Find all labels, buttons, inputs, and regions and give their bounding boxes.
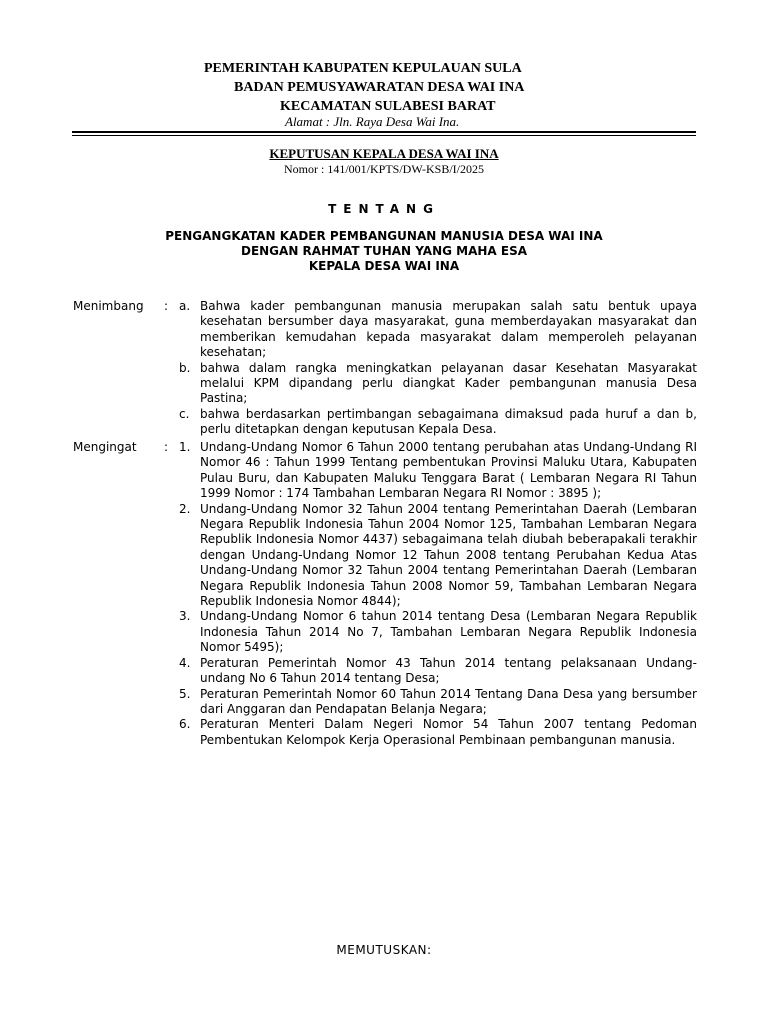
list-item: [73, 656, 697, 687]
item-marker: a.: [179, 299, 191, 313]
item-text: Undang-Undang Nomor 6 Tahun 2000 tentang perubahan atas Undang-Undang RI Nomor 46 : Tahun 1999 Tentang pembentukan Provinsi Maluku Utara, Kabupaten Pulau Buru, dan Kabupaten Maluku Tenggara Barat ( Lembaran Negara RI Tahun 1999 Nomor : 174 Tambahan Lembaran Negara RI Nomor : 3895 );: [200, 440, 697, 501]
decree-title: KEPUTUSAN KEPALA DESA WAI INA: [269, 146, 499, 161]
mengingat-section: [73, 440, 697, 748]
mengingat-label: Mengingat: [73, 440, 137, 454]
header-rule-thick: [72, 131, 696, 133]
item-text: Bahwa kader pembangunan manusia merupakan salah satu bentuk upaya kesehatan bersumber daya masyarakat, guna memberdayakan masyarakat dan memberikan kemudahan kepada masyarakat dalam memperoleh pelayanan kesehatan;: [200, 299, 697, 360]
item-marker: 3.: [179, 609, 191, 624]
item-text: Peraturan Pemerintah Nomor 60 Tahun 2014 Tentang Dana Desa yang bersumber dari Anggaran dan Pendapatan Belanja Negara;: [200, 686, 697, 716]
item-text: Peraturan Menteri Dalam Negeri Nomor 54 Tahun 2007 tentang Pedoman Pembentukan Kelompok Kerja Operasional Pembinaan pembangunan manusia.: [200, 717, 697, 747]
subject-line: KEPALA DESA WAI INA: [308, 259, 460, 273]
item-marker: b.: [179, 360, 191, 375]
district-name: KECAMATAN SULABESI BARAT: [280, 99, 496, 114]
list-item: [73, 687, 697, 718]
government-name: PEMERINTAH KABUPATEN KEPULAUAN SULA: [204, 61, 522, 76]
item-marker: 5.: [179, 686, 191, 701]
list-item: : 1. Undang-Undang Nomor 6 Tahun 2000 tentang perubahan atas Undang-Undang RI Nomor 46 : Tahun 1999 Tentang pembentukan Provinsi Maluku Utara, Kabupaten Pulau Buru, dan Kabupaten Maluku Tenggara Barat ( Lembaran Negara RI Tahun 1999 Nomor : 174 Tambahan Lembaran Negara RI Nomor : 3895 );: [164, 440, 697, 501]
item-marker: 4.: [179, 655, 191, 670]
agency-name: BADAN PEMUSYAWARATAN DESA WAI INA: [234, 80, 525, 95]
menimbang-section: [73, 299, 697, 438]
list-item: [73, 502, 697, 610]
list-item: [73, 717, 697, 748]
item-text: Peraturan Pemerintah Nomor 43 Tahun 2014 tentang pelaksanaan Undang-undang No 6 Tahun 2014 tentang Desa;: [200, 655, 697, 686]
list-item: [73, 407, 697, 438]
list-item: : a. Bahwa kader pembangunan manusia merupakan salah satu bentuk upaya kesehatan bersumber daya masyarakat, guna memberdayakan masyarakat dan memberikan kemudahan kepada masyarakat dalam memperoleh pelayanan kesehatan;: [164, 299, 697, 360]
subject-line: DENGAN RAHMAT TUHAN YANG MAHA ESA: [240, 244, 528, 258]
item-text: Undang-Undang Nomor 32 Tahun 2004 tentang Pemerintahan Daerah (Lembaran Negara Republik Indonesia Tahun 2004 Nomor 125, Tambahan Lembaran Negara Republik Indonesia Nomor 4437) sebagaimana telah diubah beberapakali terakhir dengan Undang-Undang Nomor 12 Tahun 2008 tentang Perubahan Kedua Atas Undang-Undang Nomor 32 Tahun 2004 tentang Pemerintahan Daerah (Lembaran Negara Republik Indonesia Tahun 2008 Nomor 59, Tambahan Lembaran Negara Republik Indonesia Nomor 4844);: [200, 501, 697, 609]
menimbang-label: Menimbang: [73, 299, 144, 313]
tentang-heading: TENTANG: [328, 202, 440, 216]
item-text: bahwa berdasarkan pertimbangan sebagaimana dimaksud pada huruf a dan b, perlu ditetapkan dengan keputusan Kepala Desa.: [200, 406, 697, 437]
item-marker: 6.: [179, 717, 191, 732]
header-rule-thin: [72, 135, 696, 136]
subject-line: PENGANGKATAN KADER PEMBANGUNAN MANUSIA DESA WAI INA: [165, 229, 603, 243]
list-item: [73, 609, 697, 655]
memutuskan-heading: MEMUTUSKAN:: [336, 943, 432, 957]
item-marker: 2.: [179, 501, 191, 516]
item-text: Undang-Undang Nomor 6 tahun 2014 tentang Desa (Lembaran Negara Republik Indonesia Tahun 2014 No 7, Tambahan Lembaran Negara Republik Indonesia Nomor 5495);: [200, 609, 697, 655]
list-item: [73, 361, 697, 407]
address: Alamat : Jln. Raya Desa Wai Ina.: [285, 114, 460, 129]
subject-block: [0, 229, 768, 274]
item-text: bahwa dalam rangka meningkatkan pelayanan dasar Kesehatan Masyarakat melalui KPM dipandang perlu diangkat Kader pembangunan manusia Desa Pastina;: [200, 360, 697, 406]
item-marker: c.: [179, 406, 190, 421]
item-marker: 1.: [179, 440, 191, 454]
decree-number: Nomor : 141/001/KPTS/DW-KSB/I/2025: [283, 162, 484, 176]
